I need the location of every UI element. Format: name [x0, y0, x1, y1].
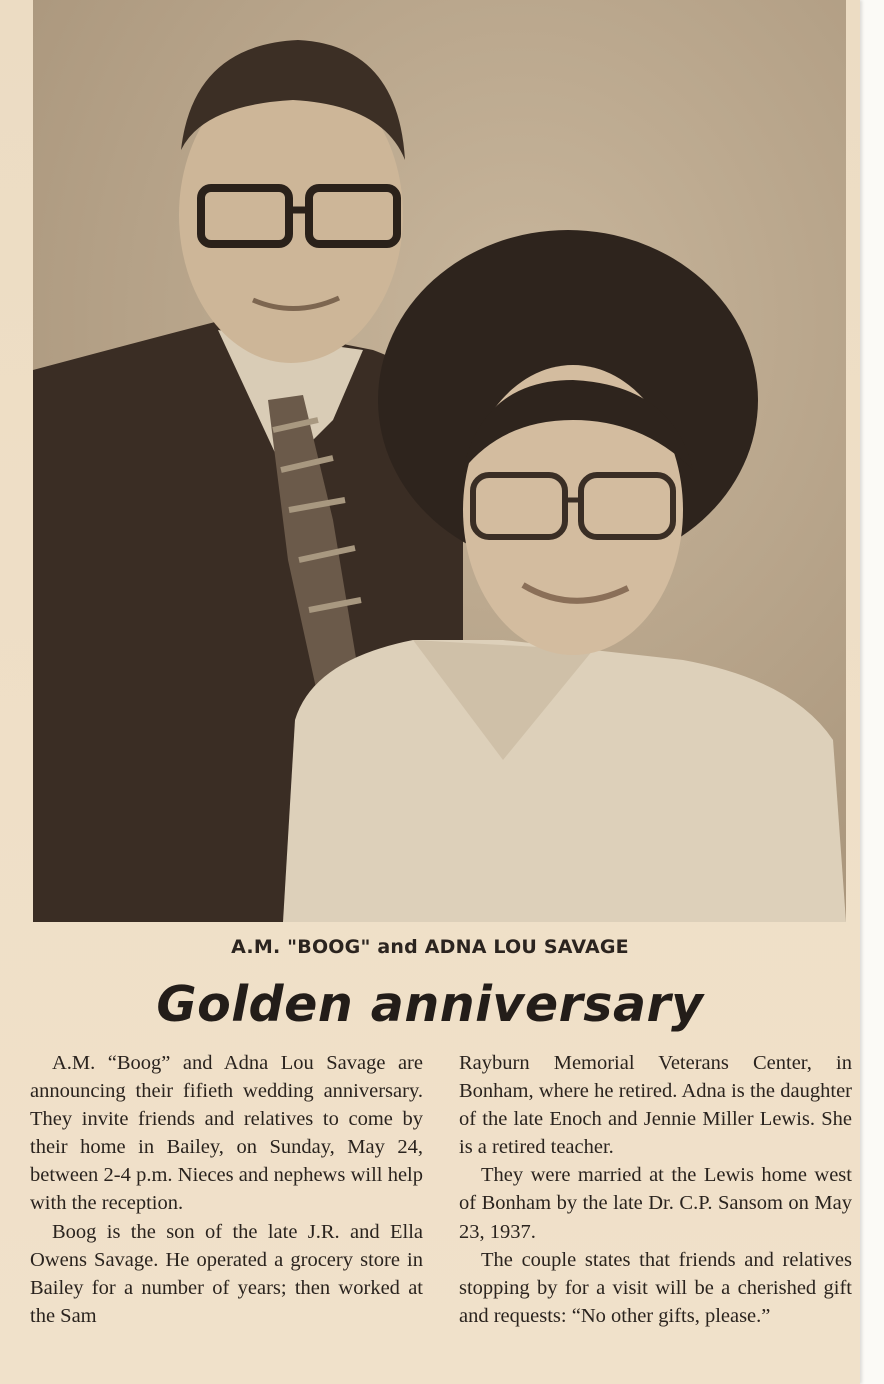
article-column-right	[459, 1049, 852, 1330]
paragraph: A.M. “Boog” and Adna Lou Savage are announcing their fifieth wedding anniversary. They invite friends and relatives to come by their home in Bailey, on Sunday, May 24, between 2-4 p.m. Nieces and nephews will help with the reception.	[30, 1052, 423, 1215]
photo-caption: A.M. "BOOG" and ADNA LOU SAVAGE	[231, 936, 629, 958]
portrait-illustration	[33, 0, 846, 922]
couple-portrait-photo	[33, 0, 846, 922]
headline: Golden anniversary	[156, 976, 704, 1033]
paragraph: They were married at the Lewis home west of Bonham by the late Dr. C.P. Sansom on May 23, 1937.	[459, 1164, 852, 1243]
paragraph: The couple states that friends and relatives stopping by for a visit will be a cherished gift and requests: “No other gifts, please.”	[459, 1248, 852, 1327]
paragraph: Boog is the son of the late J.R. and Ella Owens Savage. He operated a grocery store in Bailey for a number of years; then worked at the Sam	[30, 1220, 423, 1327]
paragraph: Rayburn Memorial Veterans Center, in Bonham, where he retired. Adna is the daughter of the late Enoch and Jennie Miller Lewis. She is a retired teacher.	[459, 1052, 852, 1159]
article-column-left	[30, 1049, 423, 1330]
